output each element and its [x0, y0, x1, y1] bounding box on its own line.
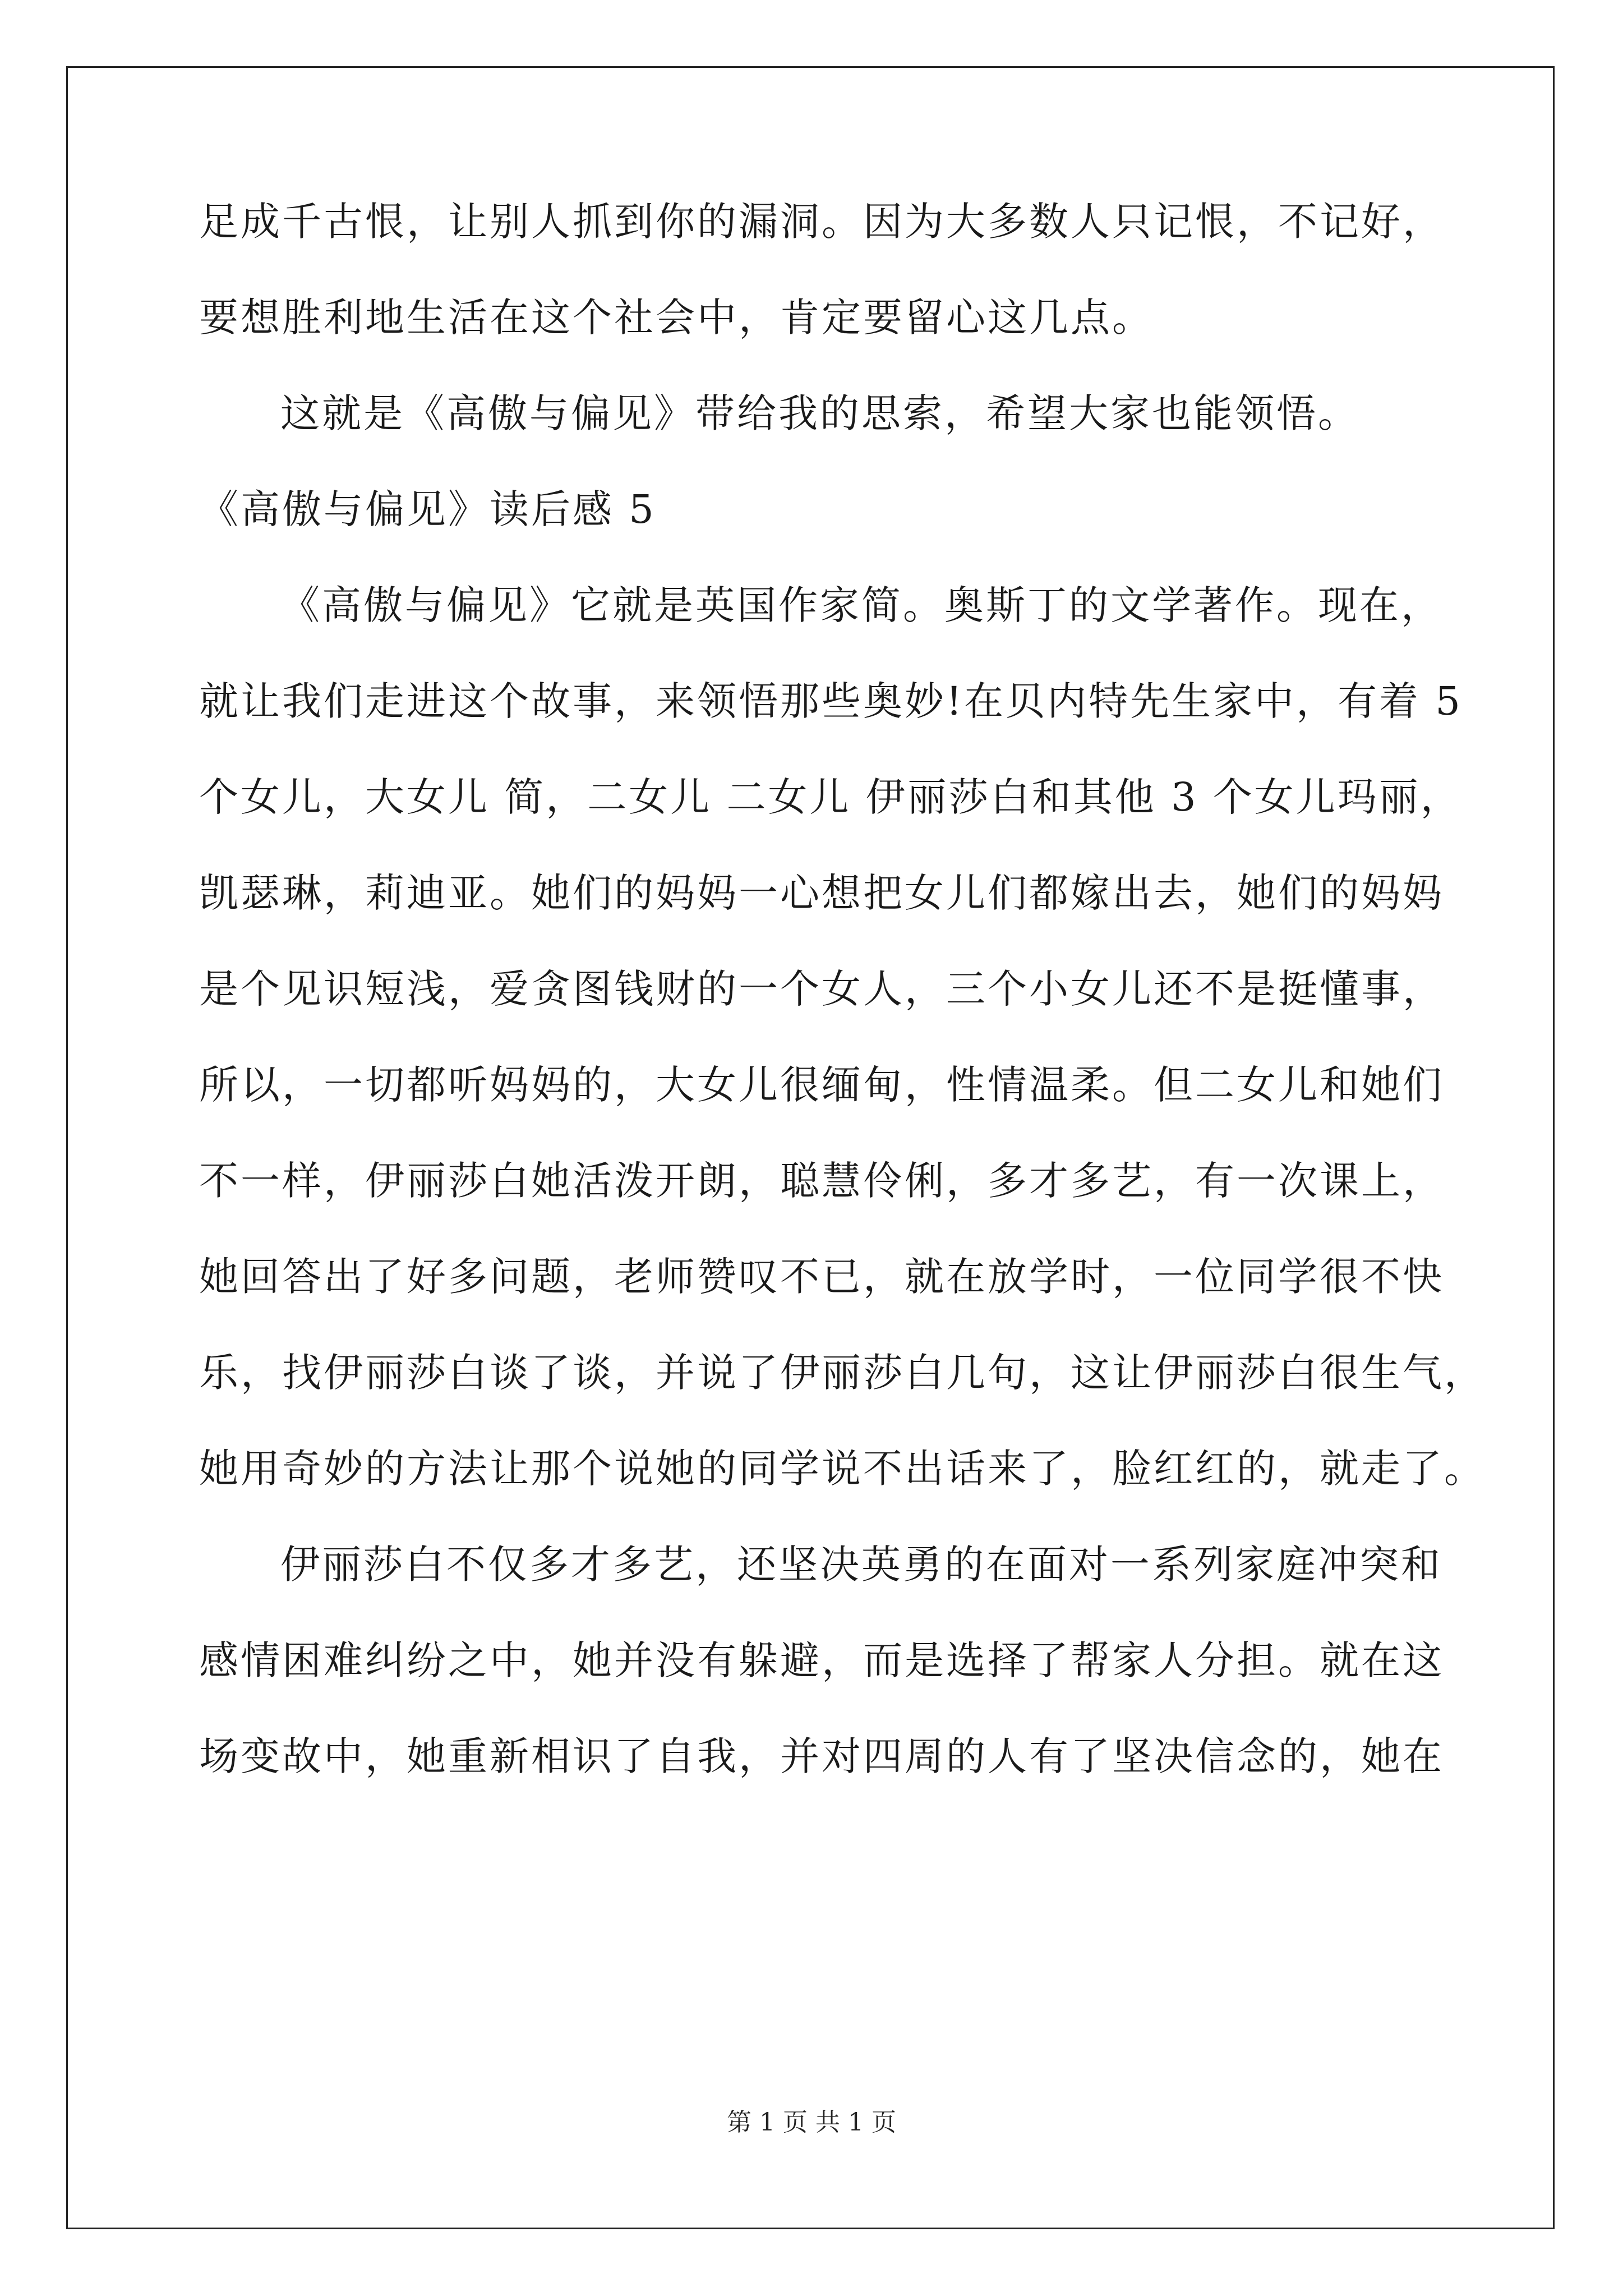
text-line-9: 是个见识短浅，爱贪图钱财的一个女人，三个小女儿还不是挺懂事， [199, 966, 1444, 1012]
text-line-6: 就让我们走进这个故事，来领悟那些奥妙!在贝内特先生家中，有着 5 [199, 678, 1463, 724]
text-line-16: 感情困难纠纷之中，她并没有躲避，而是选择了帮家人分担。就在这 [199, 1637, 1444, 1683]
text-line-12: 她回答出了好多问题，老师赞叹不已，就在放学时，一位同学很不快 [199, 1254, 1444, 1300]
text-line-1: 足成千古恨，让别人抓到你的漏洞。因为大多数人只记恨，不记好， [199, 199, 1444, 245]
page-number-footer: 第 1 页 共 1 页 [727, 2108, 896, 2137]
text-line-14: 她用奇妙的方法让那个说她的同学说不出话来了，脸红红的，就走了。 [199, 1446, 1486, 1492]
text-line-10: 所以，一切都听妈妈的，大女儿很缅甸，性情温柔。但二女儿和她们 [199, 1062, 1444, 1108]
text-line-7: 个女儿，大女儿 简，二女儿 二女儿 伊丽莎白和其他 3 个女儿玛丽， [199, 774, 1462, 820]
document-body [199, 199, 1486, 1833]
text-line-15: 伊丽莎白不仅多才多艺，还坚决英勇的在面对一系列家庭冲突和 [280, 1542, 1442, 1588]
text-line-2: 要想胜利地生活在这个社会中，肯定要留心这几点。 [199, 295, 1154, 341]
text-line-13: 乐，找伊丽莎白谈了谈，并说了伊丽莎白几句，这让伊丽莎白很生气， [199, 1350, 1486, 1396]
text-line-5: 《高傲与偏见》它就是英国作家简。奥斯丁的文学著作。现在， [280, 582, 1442, 628]
section-heading: 《高傲与偏见》读后感 5 [199, 486, 656, 532]
text-line-8: 凯瑟琳，莉迪亚。她们的妈妈一心想把女儿们都嫁出去，她们的妈妈 [199, 870, 1444, 916]
text-line-17: 场变故中，她重新相识了自我，并对四周的人有了坚决信念的，她在 [199, 1733, 1444, 1779]
text-line-3: 这就是《高傲与偏见》带给我的思索，希望大家也能领悟。 [280, 390, 1359, 436]
text-line-11: 不一样，伊丽莎白她活泼开朗，聪慧伶俐，多才多艺，有一次课上， [199, 1158, 1444, 1204]
